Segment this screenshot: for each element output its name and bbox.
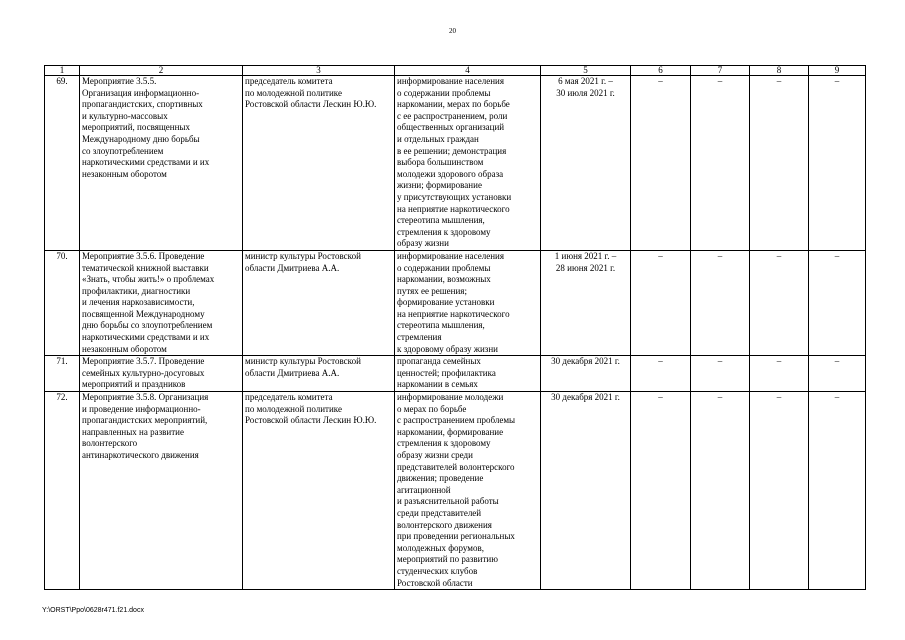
dash-cell: – <box>809 392 866 590</box>
event-text-line: посвященной Международному <box>82 308 205 319</box>
dash-cell: – <box>809 76 866 251</box>
result-text-line: информирование населения <box>397 250 505 261</box>
result-text-line: ценностей; профилактика <box>397 367 496 378</box>
dash-cell: – <box>631 392 691 590</box>
responsible-text-line: области Дмитриева А.А. <box>245 262 340 273</box>
file-path: Y:\ORST\Ppo\0628r471.f21.docx <box>42 607 144 614</box>
table-body <box>45 76 866 590</box>
event-text-line: мероприятий, посвященных <box>82 122 190 133</box>
table-row <box>45 356 866 392</box>
responsible-cell <box>243 250 395 355</box>
event-text-line: Мероприятие 3.5.5. <box>82 76 157 86</box>
result-text-line: общественных организаций <box>397 122 505 133</box>
event-text-line: «Знать, чтобы жить!» о проблемах <box>82 274 215 285</box>
responsible-cell <box>243 392 395 590</box>
date-text-line: 30 декабря 2021 г. <box>551 356 620 367</box>
dash-cell: – <box>631 356 691 392</box>
result-text-line: и разъяснительной работы <box>397 496 499 507</box>
event-text-line: мероприятий и праздников <box>82 379 186 390</box>
column-header: 3 <box>243 66 395 76</box>
column-header: 8 <box>750 66 809 76</box>
event-text-line: профилактики, диагностики <box>82 285 191 296</box>
result-text-line: о содержании проблемы <box>397 262 491 273</box>
row-number: 70. <box>45 250 80 355</box>
header-row <box>45 66 866 76</box>
date-text-line: 6 мая 2021 г. – <box>558 76 613 86</box>
result-cell <box>395 250 541 355</box>
result-text-line: на неприятие наркотического <box>397 203 510 214</box>
responsible-text-line: области Дмитриева А.А. <box>245 367 340 378</box>
responsible-cell <box>243 76 395 251</box>
responsible-text-line: председатель комитета <box>245 392 333 403</box>
event-text-line: и культурно-массовых <box>82 110 168 121</box>
event-cell <box>80 76 243 251</box>
result-text-line: стремления к здоровому <box>397 438 491 449</box>
event-text-line: семейных культурно-досуговых <box>82 367 205 378</box>
result-text-line: о содержании проблемы <box>397 87 491 98</box>
result-cell <box>395 392 541 590</box>
date-text-line: 30 июля 2021 г. <box>556 87 615 98</box>
responsible-text-line: Ростовской области Лескин Ю.Ю. <box>245 415 377 426</box>
result-text-line: стремления <box>397 332 442 343</box>
result-text-line: Ростовской области <box>397 577 473 588</box>
result-text-line: движения; проведение <box>397 473 484 484</box>
result-text-line: образу жизни <box>397 238 449 249</box>
result-text-line: представителей волонтерского <box>397 461 515 472</box>
result-text-line: наркомании, формирование <box>397 426 504 437</box>
responsible-text-line: министр культуры Ростовской <box>245 356 361 367</box>
column-header: 6 <box>631 66 691 76</box>
column-header: 5 <box>541 66 631 76</box>
result-text-line: агитационной <box>397 484 451 495</box>
result-text-line: среди представителей <box>397 507 482 518</box>
result-text-line: наркомании в семьях <box>397 379 478 390</box>
event-text-line: тематической книжной выставки <box>82 262 209 273</box>
result-text-line: волонтерского движения <box>397 519 492 530</box>
date-cell <box>541 76 631 251</box>
result-text-line: к здоровому образу жизни <box>397 343 498 354</box>
responsible-text-line: министр культуры Ростовской <box>245 250 361 261</box>
responsible-text-line: по молодежной политике <box>245 87 342 98</box>
result-text-line: информирование молодежи <box>397 392 504 403</box>
result-text-line: стереотипа мышления, <box>397 320 485 331</box>
row-number: 71. <box>45 356 80 392</box>
table-row <box>45 250 866 355</box>
column-header: 9 <box>809 66 866 76</box>
responsible-cell <box>243 356 395 392</box>
result-text-line: жизни; формирование <box>397 180 482 191</box>
column-header: 4 <box>395 66 541 76</box>
result-text-line: информирование населения <box>397 76 505 86</box>
result-text-line: и отдельных граждан <box>397 133 479 144</box>
event-text-line: антинаркотического движения <box>82 450 199 460</box>
event-text-line: Мероприятие 3.5.8. Организация <box>82 392 209 403</box>
date-cell <box>541 392 631 590</box>
dash-cell: – <box>691 76 750 251</box>
result-text-line: формирование установки <box>397 297 495 308</box>
result-text-line: с ее распространением, роли <box>397 110 508 121</box>
responsible-text-line: председатель комитета <box>245 76 333 86</box>
event-text-line: незаконным оборотом <box>82 343 167 354</box>
result-text-line: наркомании, возможных <box>397 274 491 285</box>
result-text-line: путях ее решения; <box>397 285 467 296</box>
result-cell <box>395 76 541 251</box>
table-row <box>45 392 866 590</box>
result-text-line: при проведении региональных <box>397 531 515 542</box>
event-text-line: наркотическими средствами и их <box>82 157 210 168</box>
result-text-line: молодежных форумов, <box>397 542 485 553</box>
result-text-line: выбора большинством <box>397 157 484 168</box>
result-text-line: с распространением проблемы <box>397 415 516 426</box>
event-text-line: пропагандистских мероприятий, <box>82 415 208 426</box>
event-text-line: незаконным оборотом <box>82 168 167 179</box>
column-header: 1 <box>45 66 80 76</box>
event-text-line: и проведение информационно- <box>82 403 201 414</box>
dash-cell: – <box>809 356 866 392</box>
date-cell <box>541 250 631 355</box>
date-text-line: 28 июня 2021 г. <box>555 262 616 273</box>
event-text-line: волонтерского <box>82 438 138 449</box>
dash-cell: – <box>631 76 691 251</box>
dash-cell: – <box>750 250 809 355</box>
events-table <box>44 65 866 590</box>
event-text-line: пропагандистских, спортивных <box>82 99 203 110</box>
dash-cell: – <box>691 356 750 392</box>
event-text-line: и лечения наркозависимости, <box>82 297 195 308</box>
event-text-line: Мероприятие 3.5.6. Проведение <box>82 250 205 261</box>
page-number: 20 <box>449 27 456 35</box>
event-cell <box>80 356 243 392</box>
row-number: 69. <box>45 76 80 251</box>
dash-cell: – <box>691 392 750 590</box>
result-text-line: у присутствующих установки <box>397 191 512 202</box>
result-text-line: о мерах по борьбе <box>397 403 467 414</box>
event-text-line: Мероприятие 3.5.7. Проведение <box>82 356 205 367</box>
result-text-line: на неприятие наркотического <box>397 308 510 319</box>
dash-cell: – <box>631 250 691 355</box>
row-number: 72. <box>45 392 80 590</box>
date-text-line: 1 июня 2021 г. – <box>554 250 617 261</box>
result-cell <box>395 356 541 392</box>
result-text-line: в ее решении; демонстрация <box>397 145 507 156</box>
dash-cell: – <box>691 250 750 355</box>
column-header: 2 <box>80 66 243 76</box>
event-text-line: со злоупотреблением <box>82 145 164 156</box>
date-text-line: 30 декабря 2021 г. <box>551 392 620 403</box>
result-text-line: молодежи здорового образа <box>397 168 504 179</box>
dash-cell: – <box>750 76 809 251</box>
dash-cell: – <box>750 356 809 392</box>
dash-cell: – <box>809 250 866 355</box>
result-text-line: мероприятий по развитию <box>397 554 498 565</box>
result-text-line: стремления к здоровому <box>397 226 491 237</box>
column-header: 7 <box>691 66 750 76</box>
dash-cell: – <box>750 392 809 590</box>
result-text-line: студенческих клубов <box>397 565 478 576</box>
event-cell <box>80 250 243 355</box>
table-row <box>45 76 866 251</box>
event-text-line: наркотическими средствами и их <box>82 332 210 343</box>
responsible-text-line: по молодежной политике <box>245 403 342 414</box>
event-text-line: Международному дню борьбы <box>82 133 200 144</box>
date-cell <box>541 356 631 392</box>
event-text-line: направленных на развитие <box>82 426 184 437</box>
event-text-line: дню борьбы со злоупотреблением <box>82 320 213 331</box>
result-text-line: пропаганда семейных <box>397 356 481 367</box>
result-text-line: образу жизни среди <box>397 450 473 460</box>
responsible-text-line: Ростовской области Лескин Ю.Ю. <box>245 99 377 110</box>
result-text-line: стереотипа мышления, <box>397 215 485 226</box>
event-text-line: Организация информационно- <box>82 87 200 98</box>
result-text-line: наркомании, мерах по борьбе <box>397 99 510 110</box>
event-cell <box>80 392 243 590</box>
